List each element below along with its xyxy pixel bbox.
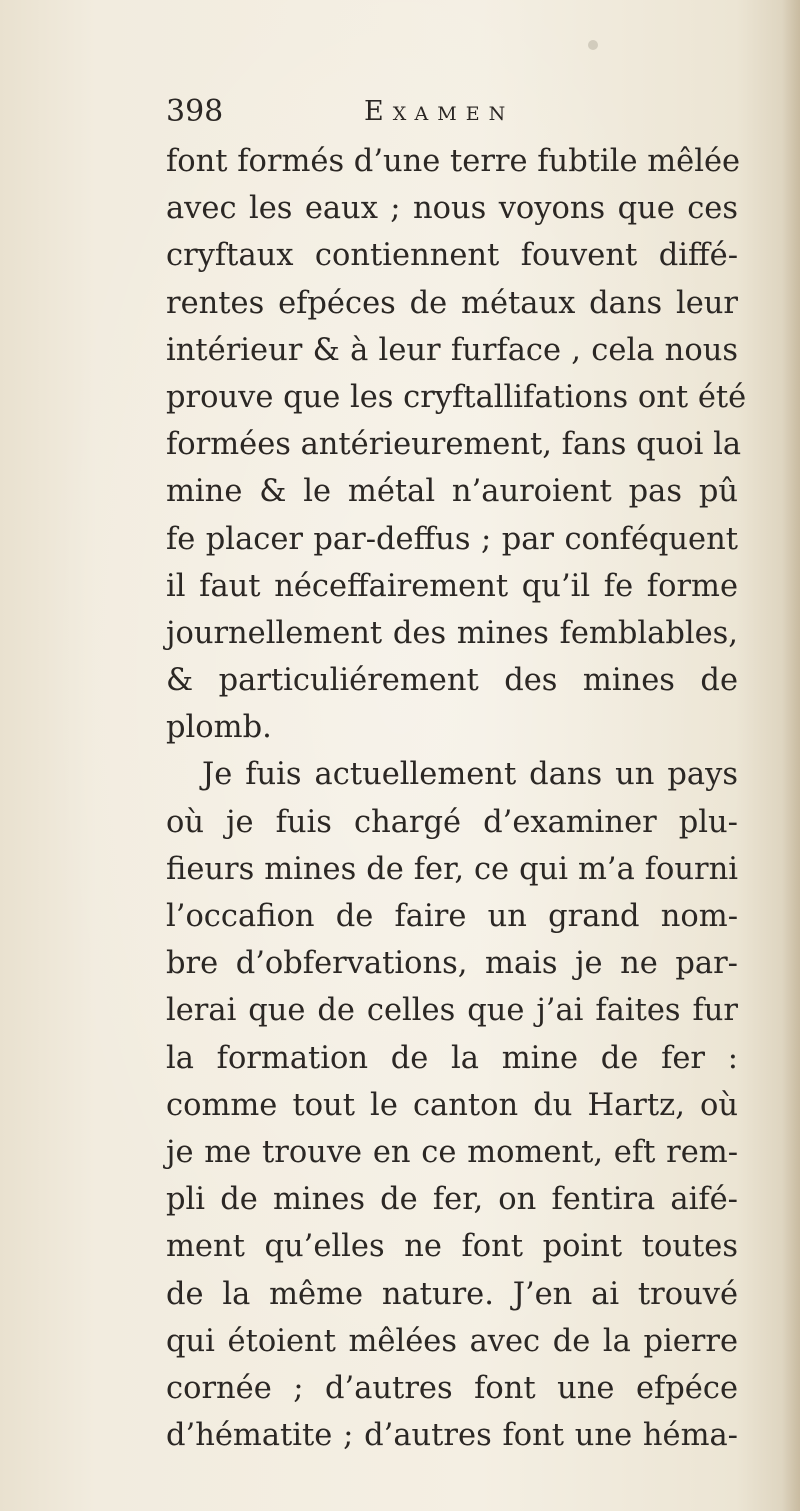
ink-speck [588,40,598,50]
body-text [166,138,747,1459]
text-line: bre d’obfervations, mais je ne par- [166,946,738,982]
text-line: prouve que les cryftallifations ont été [166,379,747,415]
text-line: fieurs mines de fer, ce qui m’a fourni [166,851,738,887]
text-line: rentes efpéces de métaux dans leur [166,285,738,321]
paragraph-start-line: Je fuis actuellement dans un pays [202,757,738,793]
text-line: de la même nature. J’en ai trouvé [166,1276,738,1312]
text-line: formées antérieurement, fans quoi la [166,427,742,463]
text-line: je me trouve en ce moment, eft rem- [166,1134,738,1170]
text-line: qui étoient mêlées avec de la pierre [166,1323,738,1359]
text-line: journellement des mines femblables, [166,615,738,651]
paragraph-end-line: plomb. [166,710,272,746]
page-header [166,92,586,132]
text-line: lerai que de celles que j’ai faites fur [166,993,738,1029]
text-line: avec les eaux ; nous voyons que ces [166,191,738,227]
running-head: Examen [364,96,515,127]
text-line: d’hématite ; d’autres font une héma- [166,1418,738,1454]
text-line: mine & le métal n’auroient pas pû [166,474,738,510]
page-edge-shadow [782,0,800,1511]
text-line: fe placer par-deffus ; par conféquent [166,521,738,557]
text-line: ment qu’elles ne font point toutes [166,1229,738,1265]
page-number: 398 [166,94,224,129]
text-line: la formation de la mine de fer : [166,1040,738,1076]
text-line: comme tout le canton du Hartz, où [166,1087,738,1123]
text-line: il faut néceffairement qu’il fe forme [166,568,738,604]
text-line: intérieur & à leur furface , cela nous [166,332,738,368]
text-line: pli de mines de fer, on fentira aifé- [166,1182,738,1218]
text-line: l’occafion de faire un grand nom- [166,899,738,934]
text-line: où je fuis chargé d’examiner plu- [166,804,738,840]
text-line: font formés d’une terre fubtile mêlée [166,144,741,179]
text-line: & particuliérement des mines de [166,663,738,699]
text-line: cornée ; d’autres font une efpéce [166,1370,738,1406]
text-line: cryftaux contiennent fouvent diffé- [166,238,738,274]
